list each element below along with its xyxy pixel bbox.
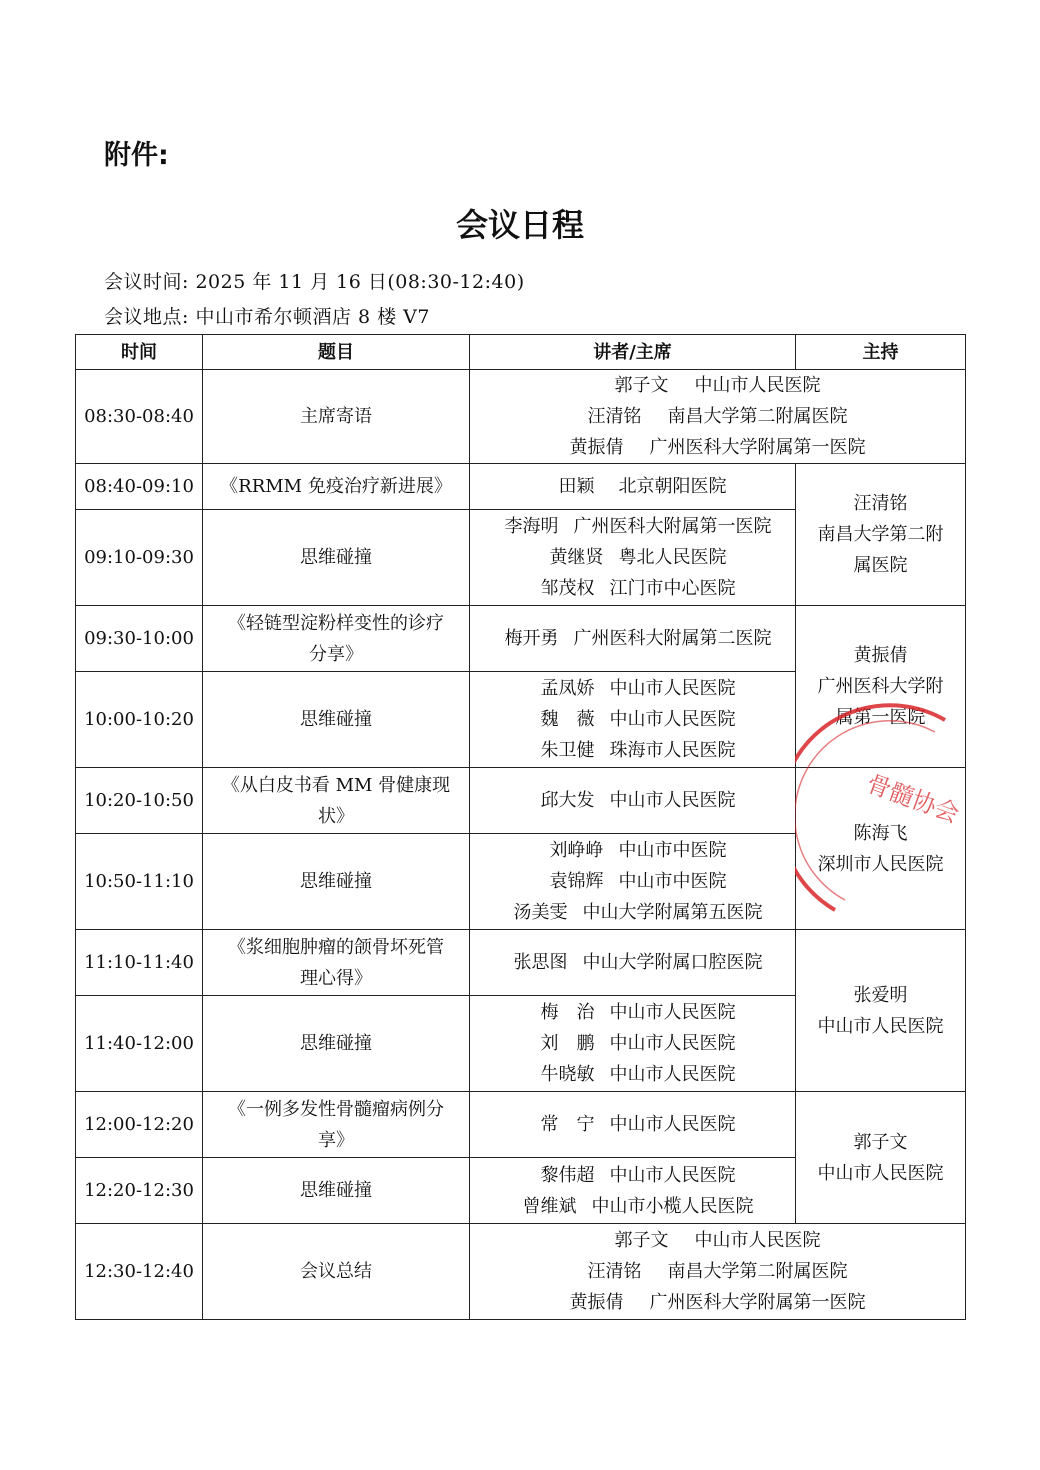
speaker-org: 南昌大学第二附属医院 bbox=[667, 1261, 848, 1282]
topic-line: 思维碰撞 bbox=[300, 547, 372, 568]
speaker-org: 北京朝阳医院 bbox=[618, 476, 727, 497]
speaker-org: 中山市人民医院 bbox=[609, 790, 736, 811]
speaker-name: 黎伟超 bbox=[540, 1164, 595, 1186]
speaker-name: 刘峥峥 bbox=[549, 840, 604, 861]
speaker-entry bbox=[470, 785, 795, 816]
header-speaker: 讲者/主席 bbox=[470, 335, 796, 370]
meeting-time: 会议时间: 2025 年 11 月 16 日(08:30-12:40) bbox=[104, 271, 525, 293]
speaker-org: 中山市人民医院 bbox=[609, 709, 736, 730]
speaker-entry bbox=[470, 997, 795, 1028]
speaker-entry bbox=[470, 1287, 965, 1318]
speaker-org: 中山大学附属第五医院 bbox=[582, 902, 763, 923]
speaker-name: 梅 治 bbox=[540, 1002, 595, 1023]
host-line: 张爱明 bbox=[853, 984, 908, 1006]
table-row bbox=[76, 464, 966, 510]
speaker-name: 孟凤娇 bbox=[540, 678, 595, 699]
session-time: 09:10-09:30 bbox=[76, 510, 203, 606]
speaker-entry bbox=[470, 866, 795, 897]
session-speakers bbox=[470, 606, 796, 672]
host-line: 黄振倩 bbox=[853, 645, 908, 666]
host-line: 属医院 bbox=[853, 555, 908, 576]
speaker-org: 中山市人民医院 bbox=[694, 1230, 821, 1251]
speaker-name: 袁锦辉 bbox=[549, 871, 604, 892]
session-time: 08:30-08:40 bbox=[76, 370, 203, 464]
header-topic: 题目 bbox=[203, 335, 470, 370]
session-time: 10:20-10:50 bbox=[76, 768, 203, 834]
session-time: 12:00-12:20 bbox=[76, 1092, 203, 1158]
session-time: 09:30-10:00 bbox=[76, 606, 203, 672]
speaker-org: 江门市中心医院 bbox=[609, 578, 736, 599]
topic-line: 主席寄语 bbox=[300, 406, 372, 427]
topic-line: 状》 bbox=[318, 805, 354, 827]
host-line: 广州医科大学附 bbox=[817, 676, 944, 697]
speaker-name: 邹茂权 bbox=[540, 578, 595, 599]
session-topic bbox=[203, 930, 470, 996]
session-speakers bbox=[470, 370, 966, 464]
speaker-org: 中山市人民医院 bbox=[609, 1002, 736, 1023]
speaker-entry bbox=[470, 947, 795, 978]
speaker-entry bbox=[470, 471, 795, 502]
session-speakers bbox=[470, 1158, 796, 1224]
table-row bbox=[76, 768, 966, 834]
topic-line: 《RRMM 免疫治疗新进展》 bbox=[220, 476, 452, 497]
session-speakers bbox=[470, 1224, 966, 1320]
session-topic bbox=[203, 672, 470, 768]
session-time: 11:10-11:40 bbox=[76, 930, 203, 996]
session-topic bbox=[203, 370, 470, 464]
speaker-org: 中山市中医院 bbox=[618, 871, 727, 892]
session-host bbox=[796, 464, 966, 606]
topic-line: 思维碰撞 bbox=[300, 871, 372, 892]
table-header-row bbox=[76, 335, 966, 370]
speaker-name: 牛晓敏 bbox=[540, 1064, 595, 1085]
host-line: 中山市人民医院 bbox=[817, 1015, 944, 1037]
speaker-org: 中山大学附属口腔医院 bbox=[582, 952, 763, 973]
session-topic bbox=[203, 996, 470, 1092]
session-topic bbox=[203, 834, 470, 930]
speaker-name: 郭子文 bbox=[614, 375, 669, 396]
speaker-entry bbox=[470, 623, 795, 654]
header-time: 时间 bbox=[76, 335, 203, 370]
speaker-entry bbox=[470, 1191, 795, 1222]
speaker-name: 魏 薇 bbox=[540, 709, 595, 730]
speaker-name: 曾维斌 bbox=[522, 1195, 577, 1217]
speaker-entry bbox=[470, 1160, 795, 1191]
speaker-org: 中山市人民医院 bbox=[609, 678, 736, 699]
session-time: 12:30-12:40 bbox=[76, 1224, 203, 1320]
session-time: 10:00-10:20 bbox=[76, 672, 203, 768]
session-topic bbox=[203, 1158, 470, 1224]
table-row bbox=[76, 606, 966, 672]
speaker-entry bbox=[470, 1028, 795, 1059]
speaker-org: 广州医科大学附属第一医院 bbox=[649, 437, 866, 458]
session-topic bbox=[203, 606, 470, 672]
page-title: 会议日程 bbox=[455, 206, 584, 244]
session-host bbox=[796, 606, 966, 768]
speaker-name: 田颖 bbox=[558, 476, 595, 497]
speaker-entry bbox=[470, 835, 795, 866]
session-time: 10:50-11:10 bbox=[76, 834, 203, 930]
speaker-entry bbox=[470, 1109, 795, 1140]
speaker-name: 黄继贤 bbox=[549, 547, 604, 568]
speaker-entry bbox=[470, 735, 795, 766]
session-topic bbox=[203, 1224, 470, 1320]
speaker-entry bbox=[470, 1225, 965, 1256]
speaker-name: 汪清铭 bbox=[587, 406, 642, 427]
table-row bbox=[76, 1224, 966, 1320]
session-topic bbox=[203, 1092, 470, 1158]
session-speakers bbox=[470, 672, 796, 768]
host-line: 深圳市人民医院 bbox=[817, 853, 944, 875]
speaker-entry bbox=[470, 432, 965, 463]
topic-line: 思维碰撞 bbox=[300, 709, 372, 730]
speaker-org: 广州医科大附属第二医院 bbox=[573, 628, 772, 649]
topic-line: 《浆细胞肿瘤的颌骨坏死管 bbox=[228, 936, 444, 958]
table-row bbox=[76, 1092, 966, 1158]
speaker-org: 广州医科大附属第一医院 bbox=[573, 516, 772, 537]
speaker-org: 中山市中医院 bbox=[618, 840, 727, 861]
session-speakers bbox=[470, 768, 796, 834]
speaker-name: 郭子文 bbox=[614, 1230, 669, 1251]
session-host bbox=[796, 768, 966, 930]
speaker-name: 梅开勇 bbox=[504, 628, 559, 649]
topic-line: 《轻链型淀粉样变性的诊疗 bbox=[228, 612, 444, 634]
speaker-name: 李海明 bbox=[504, 516, 559, 537]
session-speakers bbox=[470, 834, 796, 930]
speaker-org: 中山市小榄人民医院 bbox=[591, 1195, 754, 1217]
speaker-org: 珠海市人民医院 bbox=[609, 740, 736, 761]
speaker-name: 刘 鹏 bbox=[540, 1033, 595, 1054]
speaker-org: 中山市人民医院 bbox=[609, 1164, 736, 1186]
table-row bbox=[76, 930, 966, 996]
speaker-org: 中山市人民医院 bbox=[694, 375, 821, 396]
speaker-org: 中山市人民医院 bbox=[609, 1064, 736, 1085]
speaker-name: 黄振倩 bbox=[569, 1292, 624, 1313]
topic-line: 《一例多发性骨髓瘤病例分 bbox=[228, 1098, 444, 1120]
topic-line: 《从白皮书看 MM 骨健康现 bbox=[221, 774, 451, 796]
speaker-name: 张思图 bbox=[513, 952, 568, 973]
speaker-name: 常 宁 bbox=[540, 1114, 595, 1135]
speaker-entry bbox=[470, 401, 965, 432]
meeting-place: 会议地点: 中山市希尔顿酒店 8 楼 V7 bbox=[104, 306, 430, 328]
session-speakers bbox=[470, 996, 796, 1092]
speaker-name: 朱卫健 bbox=[540, 740, 595, 761]
session-topic bbox=[203, 510, 470, 606]
speaker-org: 中山市人民医院 bbox=[609, 1033, 736, 1054]
session-speakers bbox=[470, 464, 796, 510]
speaker-org: 南昌大学第二附属医院 bbox=[667, 406, 848, 427]
topic-line: 思维碰撞 bbox=[300, 1033, 372, 1054]
session-speakers bbox=[470, 1092, 796, 1158]
speaker-entry bbox=[470, 704, 795, 735]
session-speakers bbox=[470, 510, 796, 606]
seal-text: 骨髓协会 bbox=[862, 769, 963, 829]
speaker-org: 中山市人民医院 bbox=[609, 1114, 736, 1135]
speaker-entry bbox=[470, 542, 795, 573]
speaker-org: 粤北人民医院 bbox=[618, 547, 727, 568]
host-line: 南昌大学第二附 bbox=[817, 524, 944, 545]
host-line: 中山市人民医院 bbox=[817, 1162, 944, 1184]
session-speakers bbox=[470, 930, 796, 996]
speaker-name: 黄振倩 bbox=[569, 437, 624, 458]
host-line: 郭子文 bbox=[853, 1131, 908, 1153]
speaker-entry bbox=[470, 897, 795, 928]
topic-line: 分享》 bbox=[309, 643, 363, 665]
host-line: 属第一医院 bbox=[835, 707, 926, 728]
speaker-entry bbox=[470, 370, 965, 401]
session-topic bbox=[203, 464, 470, 510]
speaker-org: 广州医科大学附属第一医院 bbox=[649, 1292, 866, 1313]
speaker-entry bbox=[470, 511, 795, 542]
session-host bbox=[796, 930, 966, 1092]
speaker-name: 汪清铭 bbox=[587, 1261, 642, 1282]
speaker-entry bbox=[470, 673, 795, 704]
session-topic bbox=[203, 768, 470, 834]
host-line: 陈海飞 bbox=[853, 822, 908, 844]
topic-line: 理心得》 bbox=[300, 967, 372, 989]
session-host bbox=[796, 1092, 966, 1224]
speaker-name: 邱大发 bbox=[540, 790, 595, 811]
topic-line: 会议总结 bbox=[300, 1261, 372, 1282]
table-row bbox=[76, 370, 966, 464]
session-time: 11:40-12:00 bbox=[76, 996, 203, 1092]
session-time: 08:40-09:10 bbox=[76, 464, 203, 510]
schedule-table bbox=[75, 334, 966, 1320]
topic-line: 享》 bbox=[318, 1129, 354, 1151]
speaker-name: 汤美雯 bbox=[513, 902, 568, 923]
speaker-entry bbox=[470, 1256, 965, 1287]
topic-line: 思维碰撞 bbox=[300, 1180, 372, 1201]
host-line: 汪清铭 bbox=[853, 493, 908, 514]
schedule-body bbox=[76, 370, 966, 1320]
header-host: 主持 bbox=[796, 335, 966, 370]
speaker-entry bbox=[470, 1059, 795, 1090]
attachment-label: 附件: bbox=[104, 140, 169, 171]
speaker-entry bbox=[470, 573, 795, 604]
session-time: 12:20-12:30 bbox=[76, 1158, 203, 1224]
